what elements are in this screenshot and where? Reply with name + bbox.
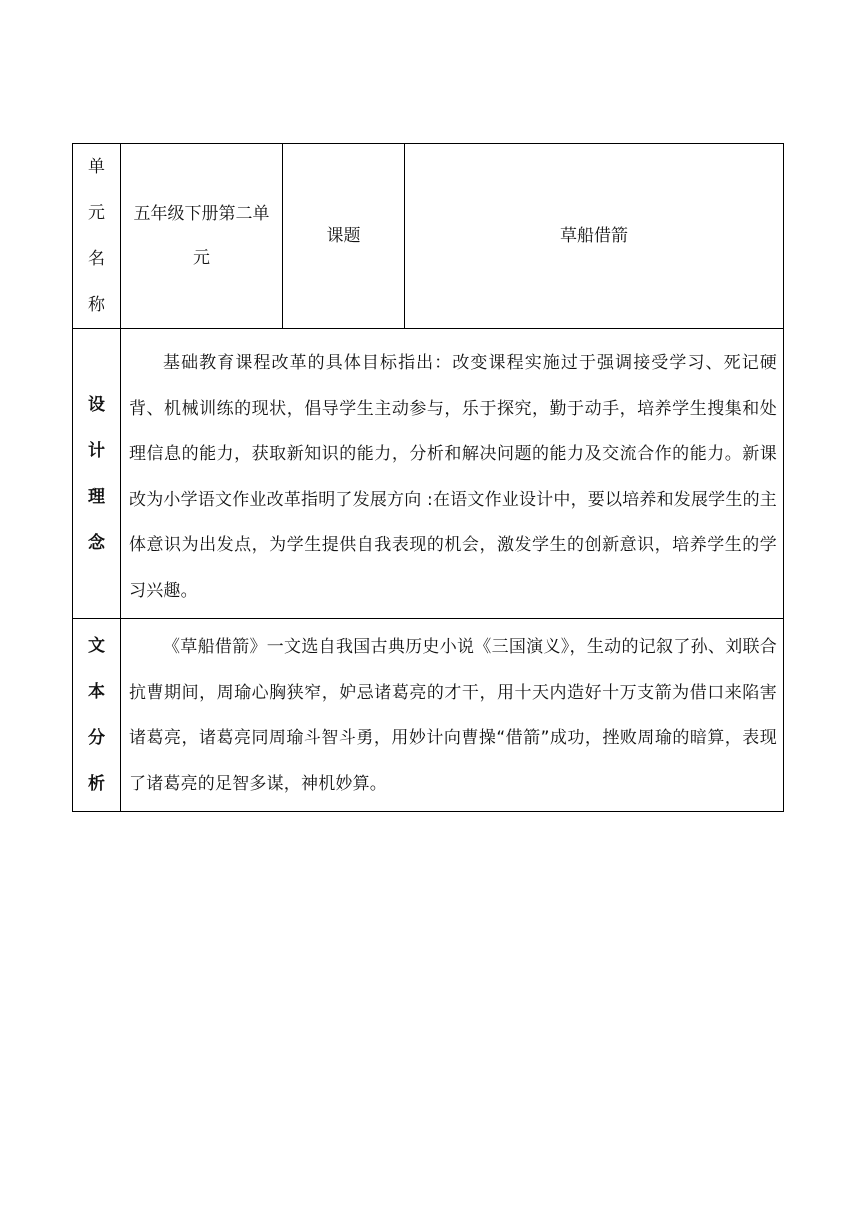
- topic-value: 草船借箭: [405, 144, 784, 329]
- unit-row: [73, 144, 784, 329]
- lesson-info-table: [72, 143, 784, 812]
- text-analysis-label: 文 本 分 析: [73, 619, 121, 812]
- design-concept-text: 基础教育课程改革的具体目标指出：改变课程实施过于强调接受学习、死记硬背、机械训练的现状，倡导学生主动参与，乐于探究，勤于动手，培养学生搜集和处理信息的能力，获取新知识的能力，分析和解决问题的能力及交流合作的能力。新课改为小学语文作业改革指明了发展方向 :在语文作业设计中，要以培养和发展学生的主体意识为出发点，为学生提供自我表现的机会，激发学生的创新意识，培养学生的学习兴趣。: [129, 353, 777, 601]
- topic-label: 课题: [283, 144, 405, 329]
- text-analysis-content: [121, 619, 784, 812]
- design-concept-row: [73, 329, 784, 619]
- design-concept-content: [121, 329, 784, 619]
- design-concept-label: 设 计 理 念: [73, 329, 121, 619]
- unit-name-label: 单 元 名 称: [73, 144, 121, 329]
- unit-name-value: 五年级下册第二单元: [121, 144, 283, 329]
- text-analysis-text: 《草船借箭》一文选自我国古典历史小说《三国演义》，生动的记叙了孙、刘联合抗曹期间，周瑜心胸狭窄，妒忌诸葛亮的才干，用十天内造好十万支箭为借口来陷害诸葛亮，诸葛亮同周瑜斗智斗勇，用妙计向曹操“借箭”成功，挫败周瑜的暗算，表现了诸葛亮的足智多谋，神机妙算。: [129, 637, 777, 794]
- text-analysis-row: [73, 619, 784, 812]
